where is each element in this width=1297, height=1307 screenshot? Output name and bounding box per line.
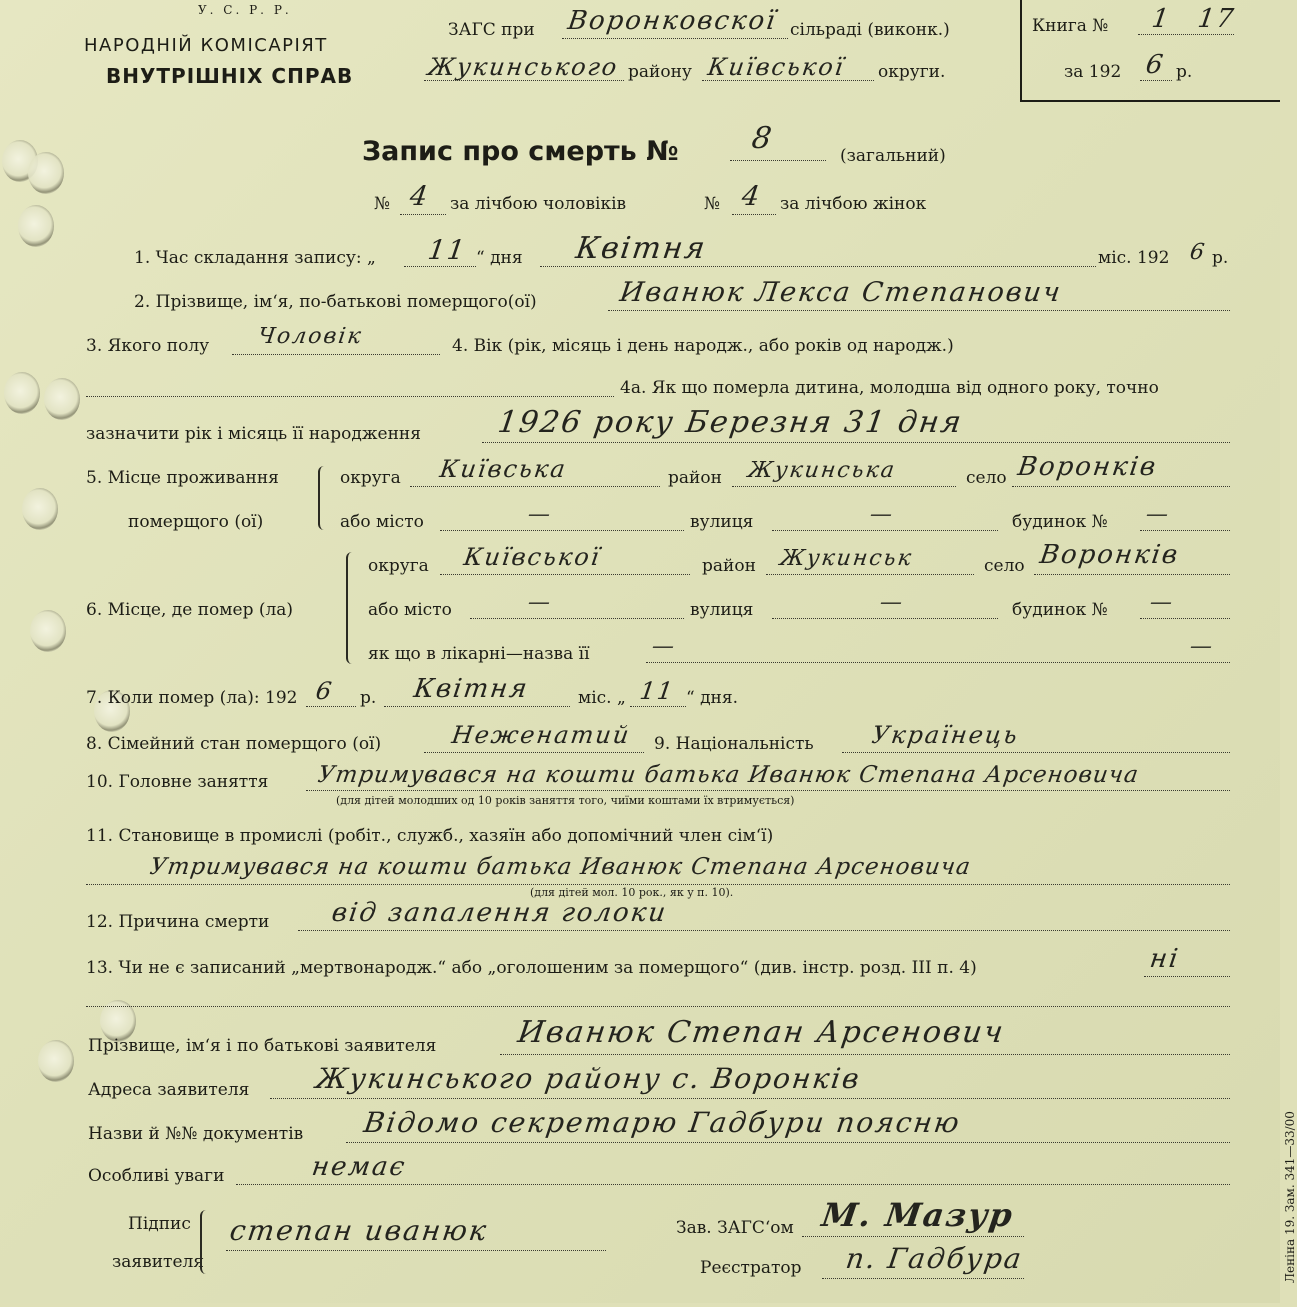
fill-line [298,930,1230,931]
f6-okruga-label: округа [368,556,429,576]
fill-line [772,618,998,619]
f6-bud: — [1148,590,1176,615]
print-mark: Леніна 19. Зам. 341—33/00 [1283,1111,1297,1283]
raion-label: району [628,62,692,82]
head-signature: М. Мазур [819,1196,1017,1234]
f7-end: “ дня. [686,688,739,708]
fill-line [646,662,1230,663]
f5-vul: — [868,502,896,527]
docs-label: Назви й №№ документів [88,1124,304,1144]
record-title: Запис про смерть № [362,136,679,167]
okruga-value: Київської [706,53,847,81]
f6-selo-label: село [984,556,1025,576]
f13-label: 13. Чи не є записаний „мертвонародж.“ або „оголошеним за померщого“ (див. інстр. розд. III п. 4) [86,958,977,978]
f12-value: від запалення голоки [329,898,670,928]
zags-value: Воронковскої [565,6,779,36]
registrar-signature: п. Гадбура [843,1242,1026,1275]
fill-line [842,752,1230,753]
fill-line [424,80,624,81]
f11-note: (для дітей мол. 10 рок., як у п. 10). [530,886,734,899]
fill-line [1012,486,1230,487]
f5-raion-label: район [668,468,722,488]
book-year-digit: 6 [1143,50,1167,80]
fill-line [226,1250,606,1251]
f6-misto-label: або місто [368,600,452,620]
f5-misto-label: або місто [340,512,424,532]
f12-label: 12. Причина смерти [86,912,270,932]
fill-line [630,706,686,707]
f1-label: 1. Час складання запису: „ [134,248,376,268]
punch-hole [44,378,80,420]
punch-hole [28,152,64,194]
book-number: 1 [1149,4,1173,34]
f9-value: Українець [870,721,1021,749]
f2-value: Иванюк Лекса Степанович [617,277,1064,308]
f5-misto: — [526,502,554,527]
f5-okruga-label: округа [340,468,401,488]
fill-line [732,214,776,215]
f7-mid: р. [360,688,377,708]
f5-selo-label: село [966,468,1007,488]
f6-misto: — [526,590,554,615]
f5-selo: Воронків [1015,452,1160,482]
f8-label: 8. Сімейний стан померщого (ої) [86,734,382,754]
f6-raion-label: район [702,556,756,576]
f5-brace [318,466,332,530]
f11-value: Утримувався на кошти батька Иванюк Степана Арсеновича [148,854,973,880]
fill-line [1138,34,1234,35]
fill-line [802,1236,1024,1237]
fill-line [1144,976,1230,977]
women-label: за лічбою жінок [780,194,927,214]
fill-line [540,266,1096,267]
fill-line [822,1278,1024,1279]
f5-label1: 5. Місце проживання [86,468,279,488]
f6-bud-label: будинок № [1012,600,1108,620]
women-number: 4 [739,181,764,212]
fill-line [562,38,788,39]
ministry-line2: ВНУТРІШНІХ СПРАВ [106,64,354,88]
ministry-line1: НАРОДНІЙ КОМІСАРІЯТ [84,35,328,56]
women-prefix: № [704,194,721,214]
fill-line [440,530,684,531]
fill-line [86,884,1230,885]
declarant-label: Прізвище, ім‘я і по батькові заявителя [88,1036,437,1056]
remarks-label: Особливі уваги [88,1166,225,1186]
f5-okruga: Київська [438,455,569,483]
f6-hosp-label: як що в лікарні—назва її [368,644,590,664]
raion-value: Жукинського [426,53,621,81]
f9-label: 9. Національність [654,734,814,754]
fill-line [470,618,684,619]
f7-day: 11 [638,677,677,705]
fill-line [772,530,998,531]
fill-line [232,354,440,355]
remarks-value: немає [309,1152,409,1182]
fill-line [236,1184,1230,1185]
f3-value: Чоловік [256,324,365,349]
f10-value: Утримувався на кошти батька Иванюк Степана Арсеновича [316,762,1141,788]
zags-prefix: ЗАГС при [448,20,535,40]
fill-line [404,266,476,267]
fill-line [766,574,974,575]
f6-hosp-value-right: — [1188,634,1216,659]
republic-label: У. С. Р. Р. [198,3,292,17]
f3-label: 3. Якого полу [86,336,210,356]
f4a-label: 4а. Як що померла дитина, молодша від одного року, точно [620,378,1159,398]
fill-line [346,1142,1230,1143]
fill-line [306,706,356,707]
f1-day: 11 [425,235,469,266]
fill-line [86,396,614,397]
f4-label: 4. Вік (рік, місяць і день народж., або років од народж.) [452,336,954,356]
f6-hosp-value-left: — [650,634,678,659]
f7-label: 7. Коли помер (ла): 192 [86,688,298,708]
book-year-prefix: за 192 [1064,62,1122,82]
fill-line [1140,80,1172,81]
registrar-label: Реєстратор [700,1258,802,1278]
f1-suffix: міс. 192 [1098,248,1170,268]
f5-label2: померщого (ої) [128,512,264,532]
punch-hole [38,1040,74,1082]
declarant-signature: степан иванюк [227,1214,491,1247]
fill-line [410,486,660,487]
f6-label: 6. Місце, де помер (ла) [86,600,294,620]
f6-okruga: Київської [462,543,603,571]
fill-line [440,574,690,575]
okruga-label: округи. [878,62,946,82]
fill-line [1140,618,1230,619]
fill-line [424,752,644,753]
docs-value: Відомо секретарю Гадбури поясню [361,1106,964,1139]
address-label: Адреса заявителя [88,1080,250,1100]
punch-hole [18,205,54,247]
sign-label2: заявителя [112,1252,205,1272]
fill-line [702,80,874,81]
head-label: Зав. ЗАГС‘ом [676,1218,794,1238]
f7-mis: міс. „ [578,688,626,708]
f4a-value: 1926 року Березня 31 дня [495,405,966,440]
fill-line [482,442,1230,443]
f1-mid: “ дня [476,248,523,268]
f5-bud: — [1144,502,1172,527]
f10-label: 10. Головне заняття [86,772,269,792]
fill-line [400,214,446,215]
f5-bud-label: будинок № [1012,512,1108,532]
f10-note: (для дітей молодших од 10 років заняття того, чиїми коштами їх втримується) [336,794,795,807]
fill-line [1034,574,1230,575]
f8-value: Неженатий [450,721,633,749]
f11-label: 11. Становище в промислі (робіт., служб., хазяїн або допомічний член сім‘ї) [86,826,774,846]
f1-month: Квітня [573,231,709,266]
f7-year: 6 [314,677,336,705]
punch-hole [30,610,66,652]
sign-label1: Підпис [128,1214,191,1234]
f6-brace [346,552,360,664]
book-label: Книга № [1032,16,1109,36]
fill-line [384,706,570,707]
f13-value: ні [1147,944,1182,974]
f6-raion: Жукинськ [778,546,915,571]
zags-suffix: сільраді (виконк.) [790,20,950,40]
men-number: 4 [407,181,432,212]
f1-year: 6 [1188,240,1208,265]
men-label: за лічбою чоловіків [450,194,627,214]
fill-line [270,1098,1230,1099]
book-year-suffix: р. [1176,62,1193,82]
fill-line [608,310,1230,311]
f7-month: Квітня [411,674,531,704]
fill-line [500,1054,1230,1055]
f6-vul: — [878,590,906,615]
punch-hole [22,488,58,530]
f5-vul-label: вулиця [690,512,754,532]
fill-line [732,486,956,487]
sign-brace [200,1210,214,1274]
record-number: 8 [749,121,776,156]
f4a-label2: зазначити рік і місяць її народження [86,424,421,444]
f6-selo: Воронків [1037,540,1182,570]
book-number2: 17 [1195,4,1238,34]
declarant-value: Иванюк Степан Арсенович [515,1015,1008,1050]
f1-end: р. [1212,248,1229,268]
f6-vul-label: вулиця [690,600,754,620]
address-value: Жукинського району с. Воронків [313,1062,863,1095]
f5-raion: Жукинська [746,458,898,483]
men-prefix: № [374,194,391,214]
fill-line [86,1006,1230,1007]
punch-hole [4,372,40,414]
fill-line [730,160,826,161]
record-suffix: (загальний) [840,146,946,166]
fill-line [306,790,1230,791]
fill-line [1140,530,1230,531]
f2-label: 2. Прізвище, ім‘я, по-батькові померщого(ої) [134,292,537,312]
